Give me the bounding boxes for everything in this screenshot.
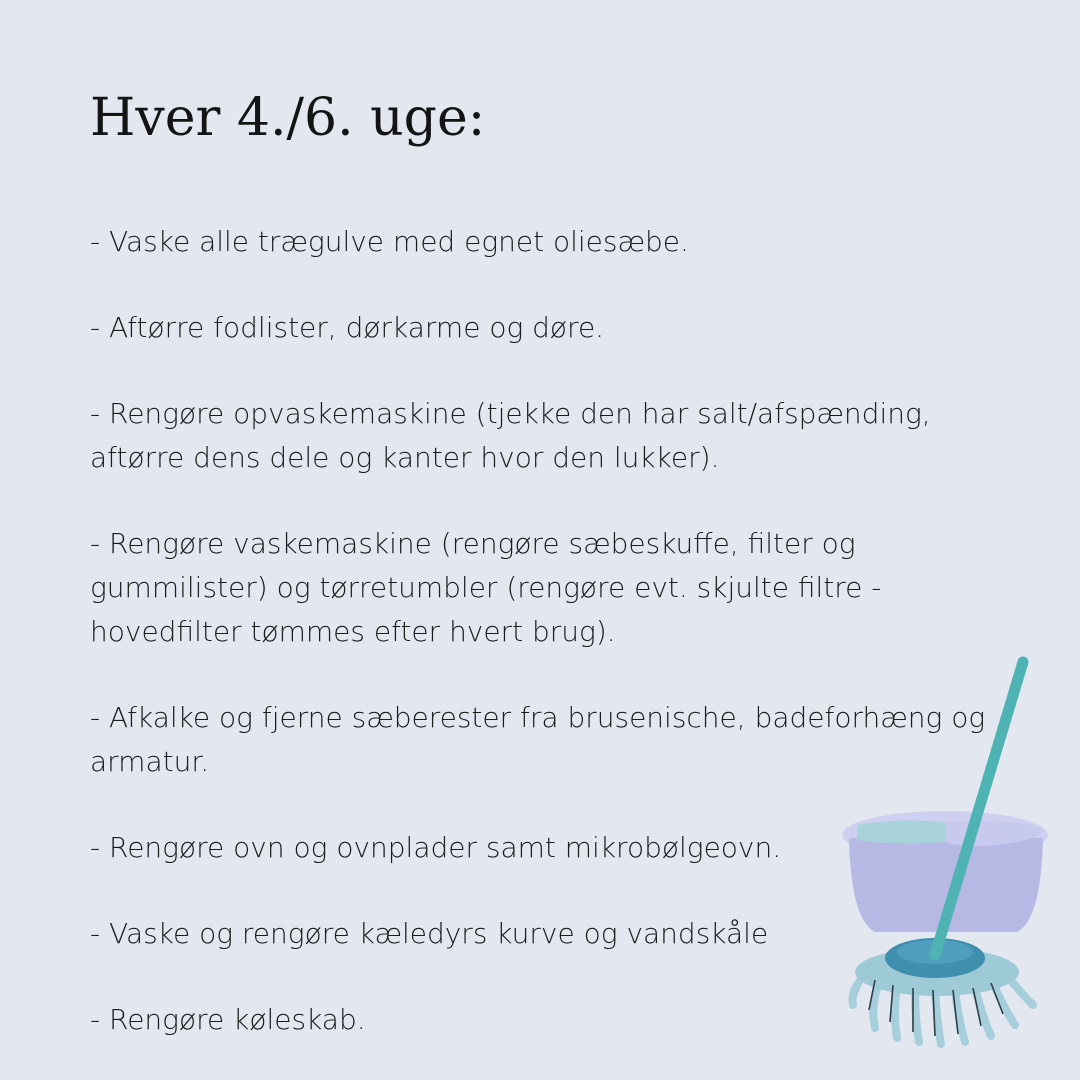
list-item: - Vaske og rengøre kæledyrs kurve og vandskåle xyxy=(90,917,769,950)
list-item: - Rengøre ovn og ovnplader samt mikrobølgeovn. xyxy=(90,831,782,864)
mop-bucket-icon xyxy=(835,650,1065,1050)
list-item: - Rengøre opvaskemaskine (tjekke den har salt/afspænding, aftørre dens dele og kanter hvor den lukker). xyxy=(90,397,931,474)
list-item: - Vaske alle trægulve med egnet oliesæbe. xyxy=(90,225,689,258)
list-item: - Afkalke og fjerne sæberester fra brusenische, badeforhæng og armatur. xyxy=(90,701,986,778)
page-title: Hver 4./6. uge: xyxy=(90,88,486,148)
list-item: - Rengøre køleskab. xyxy=(90,1003,366,1036)
list-item: - Aftørre fodlister, dørkarme og døre. xyxy=(90,311,605,344)
bucket-water xyxy=(857,821,951,844)
list-item: - Rengøre vaskemaskine (rengøre sæbeskuffe, filter og gummilister) og tørretumbler (rengøre evt. skjulte filtre - hovedfilter tømmes efter hvert brug). xyxy=(90,527,882,648)
